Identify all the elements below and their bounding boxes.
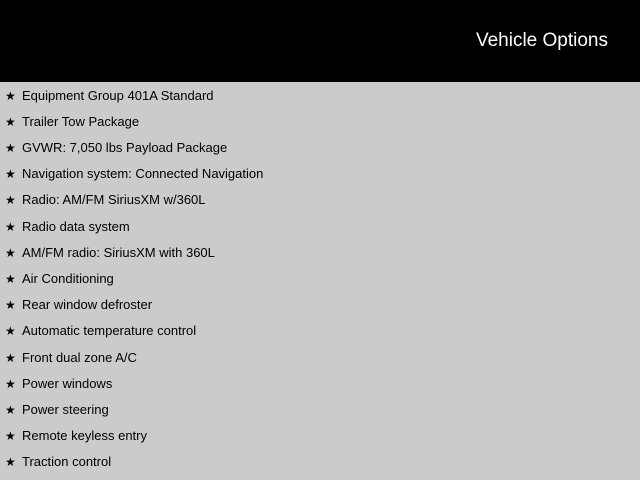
star-icon: ★	[5, 141, 16, 155]
option-label: Trailer Tow Package	[22, 114, 140, 129]
option-label: Front dual zone A/C	[22, 350, 137, 365]
list-item	[0, 164, 640, 184]
option-label: GVWR: 7,050 lbs Payload Package	[22, 140, 228, 155]
option-label: Radio data system	[22, 219, 130, 234]
list-item	[0, 112, 640, 132]
star-icon: ★	[5, 429, 16, 443]
list-item	[0, 138, 640, 158]
option-label: Remote keyless entry	[22, 428, 147, 443]
option-label: Navigation system: Connected Navigation	[22, 166, 264, 181]
star-icon: ★	[5, 246, 16, 260]
star-icon: ★	[5, 455, 16, 469]
list-item	[0, 295, 640, 315]
list-item	[0, 190, 640, 210]
list-item	[0, 426, 640, 446]
list-item	[0, 86, 640, 106]
vehicle-options-list	[0, 82, 640, 480]
star-icon: ★	[5, 115, 16, 129]
option-label: Rear window defroster	[22, 297, 153, 312]
page-title: Vehicle Options	[475, 30, 608, 51]
list-item	[0, 217, 640, 237]
star-icon: ★	[5, 351, 16, 365]
header-bar	[0, 0, 640, 82]
star-icon: ★	[5, 89, 16, 103]
option-label: Radio: AM/FM SiriusXM w/360L	[22, 192, 206, 207]
star-icon: ★	[5, 377, 16, 391]
list-item	[0, 452, 640, 472]
star-icon: ★	[5, 167, 16, 181]
star-icon: ★	[5, 403, 16, 417]
star-icon: ★	[5, 272, 16, 286]
star-icon: ★	[5, 193, 16, 207]
option-label: Power windows	[22, 376, 113, 391]
star-icon: ★	[5, 324, 16, 338]
option-label: Automatic temperature control	[22, 323, 197, 338]
list-item	[0, 269, 640, 289]
option-label: AM/FM radio: SiriusXM with 360L	[22, 245, 215, 260]
list-item	[0, 243, 640, 263]
list-item	[0, 374, 640, 394]
star-icon: ★	[5, 298, 16, 312]
star-icon: ★	[5, 220, 16, 234]
list-item	[0, 348, 640, 368]
option-label: Air Conditioning	[22, 271, 114, 286]
option-label: Equipment Group 401A Standard	[22, 88, 214, 103]
option-label: Traction control	[22, 454, 112, 469]
list-item	[0, 321, 640, 341]
list-item	[0, 400, 640, 420]
option-label: Power steering	[22, 402, 109, 417]
